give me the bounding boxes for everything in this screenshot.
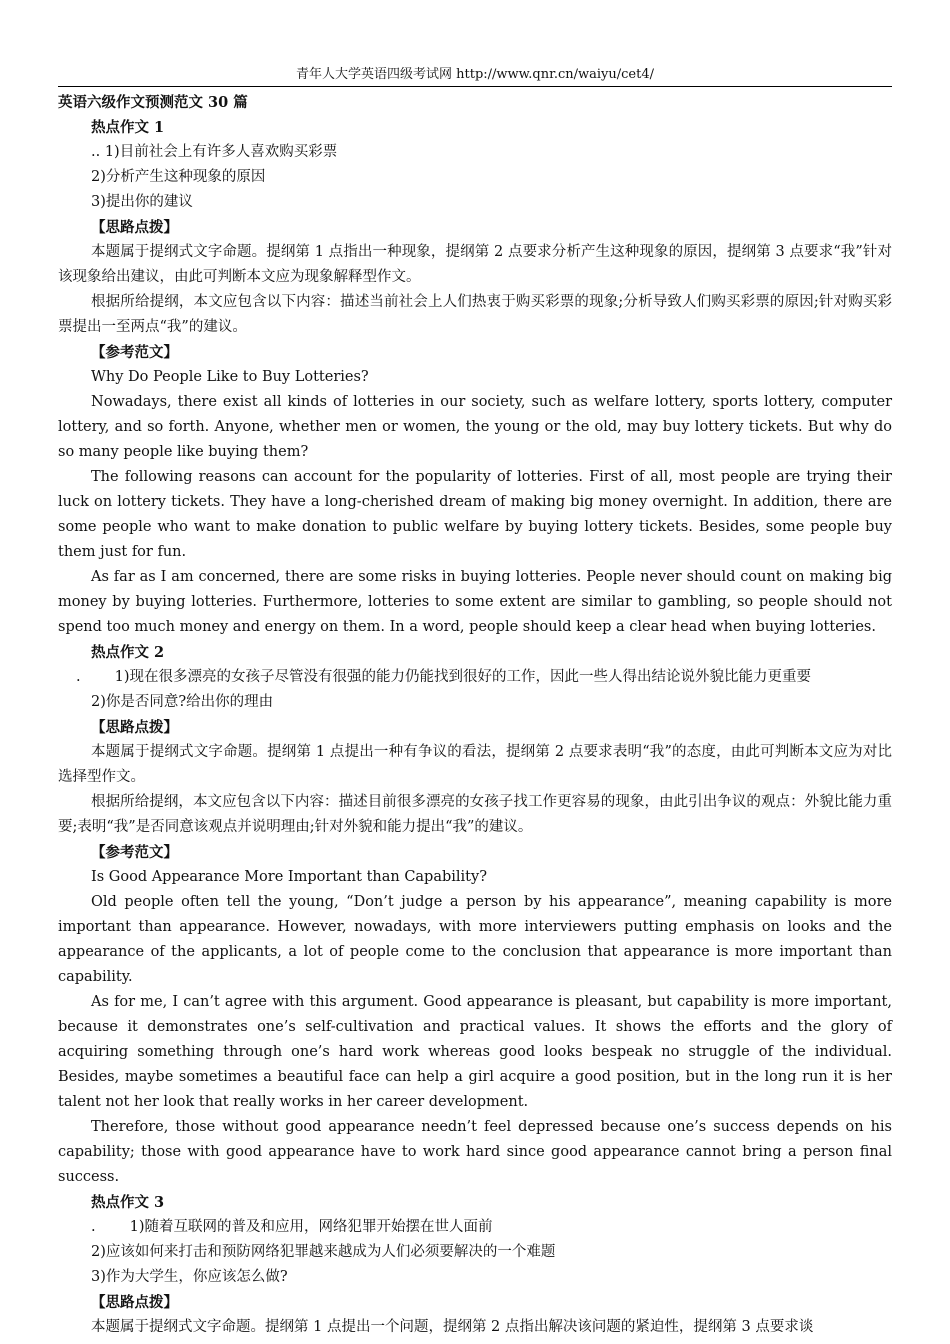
page-header: 青年人大学英语四级考试网 http://www.qnr.cn/waiyu/cet4/ [58, 66, 892, 87]
essay-title: Is Good Appearance More Important than Capability? [91, 869, 487, 885]
outline-item: .. 1)目前社会上有许多人喜欢购买彩票 [91, 144, 338, 160]
section-heading-1: 热点作文 1 [91, 119, 165, 136]
outline-dot: . [91, 1219, 96, 1235]
essay-paragraph: As far as I am concerned, there are some risks in buying lotteries. People never should count on making big money by buying lotteries. Furthermore, lotteries to some extent are similar to gambling, so people should not spend too much money and energy on them. In a word, people should keep a clear head when buying lotteries. [58, 569, 892, 635]
outline-item: 2)应该如何来打击和预防网络犯罪越来越成为人们必须要解决的一个难题 [91, 1244, 556, 1260]
reference-heading: 【参考范文】 [91, 344, 178, 361]
idea-heading: 【思路点拨】 [91, 219, 178, 236]
essay-title: Why Do People Like to Buy Lotteries? [91, 369, 369, 385]
outline-item [58, 1215, 892, 1240]
outline-item: 3)作为大学生，你应该怎么做? [91, 1269, 288, 1285]
essay-paragraph: Old people often tell the young, “Don’t judge a person by his appearance”, meaning capability is more important than appearance. However, nowadays, with more interviewers putting emphasis on looks and the appearance of the applicants, a lot of people come to the conclusion that appearance is more important than capability. [58, 894, 892, 985]
outline-item: 2)你是否同意?给出你的理由 [91, 694, 274, 710]
idea-heading: 【思路点拨】 [91, 719, 178, 736]
essay-paragraph: Nowadays, there exist all kinds of lotteries in our society, such as welfare lottery, sports lottery, computer lottery, and so forth. Anyone, whether men or women, the young or the old, may buy lottery tickets. But why do so many people like buying them? [58, 394, 892, 460]
idea-heading: 【思路点拨】 [91, 1294, 178, 1311]
section-heading-2: 热点作文 2 [91, 644, 165, 661]
reference-heading: 【参考范文】 [91, 844, 178, 861]
outline-text: 1)现在很多漂亮的女孩子尽管没有很强的能力仍能找到很好的工作，因此一些人得出结论说外貌比能力更重要 [114, 669, 811, 685]
idea-paragraph: 根据所给提纲，本文应包含以下内容：描述目前很多漂亮的女孩子找工作更容易的现象，由此引出争议的观点：外貌比能力重要;表明“我”是否同意该观点并说明理由;针对外貌和能力提出“我”的建议。 [58, 794, 892, 835]
document-body [58, 90, 892, 1340]
outline-dot: . [76, 669, 81, 685]
outline-item: 2)分析产生这种现象的原因 [91, 169, 266, 185]
outline-item: 3)提出你的建议 [91, 194, 193, 210]
outline-text: 1)随着互联网的普及和应用，网络犯罪开始摆在世人面前 [129, 1219, 493, 1235]
idea-paragraph: 本题属于提纲式文字命题。提纲第 1 点指出一种现象，提纲第 2 点要求分析产生这种现象的原因，提纲第 3 点要求“我”针对该现象给出建议，由此可判断本文应为现象解释型作文。 [58, 244, 892, 285]
idea-paragraph: 本题属于提纲式文字命题。提纲第 1 点提出一个问题，提纲第 2 点指出解决该问题的紧迫性，提纲第 3 点要求谈 [91, 1319, 814, 1335]
idea-paragraph: 根据所给提纲，本文应包含以下内容：描述当前社会上人们热衷于购买彩票的现象;分析导致人们购买彩票的原因;针对购买彩票提出一至两点“我”的建议。 [58, 294, 892, 335]
idea-paragraph: 本题属于提纲式文字命题。提纲第 1 点提出一种有争议的看法，提纲第 2 点要求表明“我”的态度，由此可判断本文应为对比选择型作文。 [58, 744, 892, 785]
essay-paragraph: Therefore, those without good appearance needn’t feel depressed because one’s success depends on his capability; those with good appearance have to work hard since good appearance cannot bring a person final success. [58, 1119, 892, 1185]
essay-paragraph: As for me, I can’t agree with this argument. Good appearance is pleasant, but capability is more important, because it demonstrates one’s self-cultivation and practical values. It shows the efforts and the glory of acquiring something through one’s hard work whereas good looks bespeak no struggle of the individual. Besides, maybe sometimes a beautiful face can help a girl acquire a good position, but in the long run it is her talent not her look that really works in her career development. [58, 994, 892, 1110]
document-title: 英语六级作文预测范文 30 篇 [58, 94, 248, 111]
essay-paragraph: The following reasons can account for the popularity of lotteries. First of all, most people are trying their luck on lottery tickets. They have a long-cherished dream of making big money overnight. In addition, there are some people who want to make donation to public welfare by buying lottery tickets. Besides, some people buy them just for fun. [58, 469, 892, 560]
section-heading-3: 热点作文 3 [91, 1194, 165, 1211]
outline-item [58, 665, 892, 690]
